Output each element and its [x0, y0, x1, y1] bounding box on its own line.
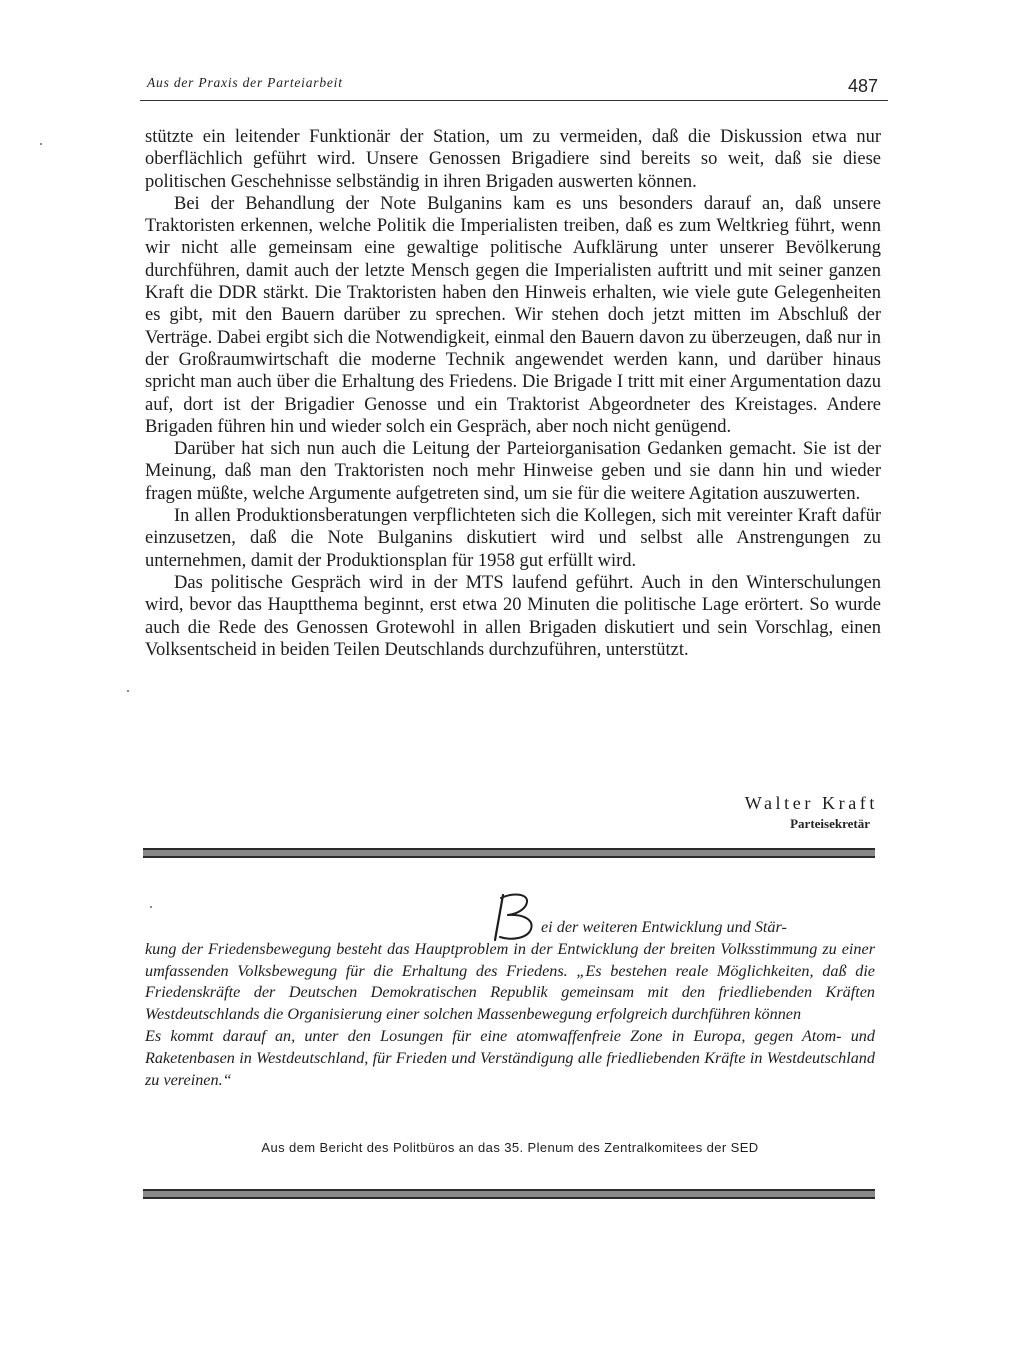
section-divider-bottom [143, 1189, 875, 1199]
article-paragraph: Darüber hat sich nun auch die Leitung der Parteiorganisation Gedanken gemacht. Sie ist der Meinung, daß man den Traktoristen noch mehr Hinweise geben und sie dann hin und wieder fragen müßte, welche Argumente aufgetreten sind, um sie für die weitere Agitation auszuwerten. [145, 439, 881, 504]
signature-role: Parteisekretär [790, 816, 870, 831]
signature-name: Walter Kraft [744, 793, 878, 813]
header-rule [140, 100, 888, 101]
scan-speck [150, 906, 152, 908]
quote-text-continued: Es kommt darauf an, unter den Losungen für eine atomwaffenfreie Zone in Europa, gegen Atom- und Raketenbasen in Westdeutschland, für Frieden und Verständigung alle friedliebenden Kräfte in Westdeutschland zu vereinen.“ [145, 1026, 875, 1089]
signature-block [745, 793, 878, 832]
quote-source: Aus dem Bericht des Politbüros an das 35. Plenum des Zentralkomitees der SED [261, 1140, 759, 1155]
running-head: Aus der Praxis der Parteiarbeit [147, 75, 343, 90]
quote-box [145, 917, 875, 1091]
scan-speck [40, 143, 42, 145]
article-paragraph: Das politische Gespräch wird in der MTS laufend geführt. Auch in den Winterschulungen wird, bevor das Hauptthema beginnt, erst etwa 20 Minuten die politische Lage erörtert. So wurde auch die Rede des Genossen Grotewohl in allen Brigaden diskutiert und sein Vorschlag, einen Volksentscheid in beiden Teilen Deutschlands durchzuführen, unterstützt. [145, 572, 881, 660]
article-body [145, 126, 881, 661]
section-divider-top [143, 848, 875, 858]
quote-text: kung der Friedensbewegung besteht das Hauptproblem in der Entwicklung der breiten Volksstimmung zu einer umfassenden Volksbewegung für die Erhaltung des Friedens. „Es bestehen reale Möglichkeiten, daß die Friedenskräfte der Deutschen Demokratischen Republik gemeinsam mit den friedliebenden Kräften Westdeutschlands die Organisierung einer solchen Massenbewegung erfolgreich durchführen können [145, 939, 875, 1024]
article-paragraph: Bei der Behandlung der Note Bulganins kam es uns besonders darauf an, daß unsere Traktoristen erkennen, welche Politik die Imperialisten treiben, daß es zum Weltkrieg führt, wenn wir nicht alle gemeinsam eine gewaltige politische Aufklärung unter unserer Bevölkerung durchführen, damit auch der letzte Mensch gegen die Imperialisten auftritt und mit seiner ganzen Kraft die DDR stärkt. Die Traktoristen haben den Hinweis erhalten, wie viele gute Gelegenheiten es gibt, mit den Bauern darüber zu sprechen. Wir stehen doch jetzt mitten im Abschluß der Verträge. Dabei ergibt sich die Notwendigkeit, einmal den Bauern davon zu überzeugen, daß nur in der Großraumwirtschaft die moderne Technik angewendet werden kann, und darüber hinaus spricht man auch über die Erhaltung des Friedens. Die Brigade I tritt mit einer Argumentation dazu auf, dort ist der Brigadier Genosse und ein Traktorist Abgeordneter des Kreistages. Andere Brigaden führen hin und wieder solch ein Gespräch, aber noch nicht genügend. [145, 193, 881, 437]
article-paragraph: In allen Produktionsberatungen verpflichteten sich die Kollegen, sich mit vereinter Kraft dafür einzusetzen, daß die Note Bulganins diskutiert wird und selbst alle Anstrengungen zu unternehmen, damit der Produktionsplan für 1958 gut erfüllt wird. [145, 506, 881, 571]
scan-speck [127, 690, 129, 692]
quote-first-line: ei der weiteren Entwicklung und Stär- [541, 918, 787, 936]
page-number: 487 [848, 76, 879, 96]
article-paragraph: stützte ein leitender Funktionär der Station, um zu vermeiden, daß die Diskussion etwa nur oberflächlich geführt wird. Unsere Genossen Brigadiere sind bereits so weit, daß sie diese politischen Geschehnisse selbständig in ihren Brigaden auswerten können. [145, 127, 881, 192]
